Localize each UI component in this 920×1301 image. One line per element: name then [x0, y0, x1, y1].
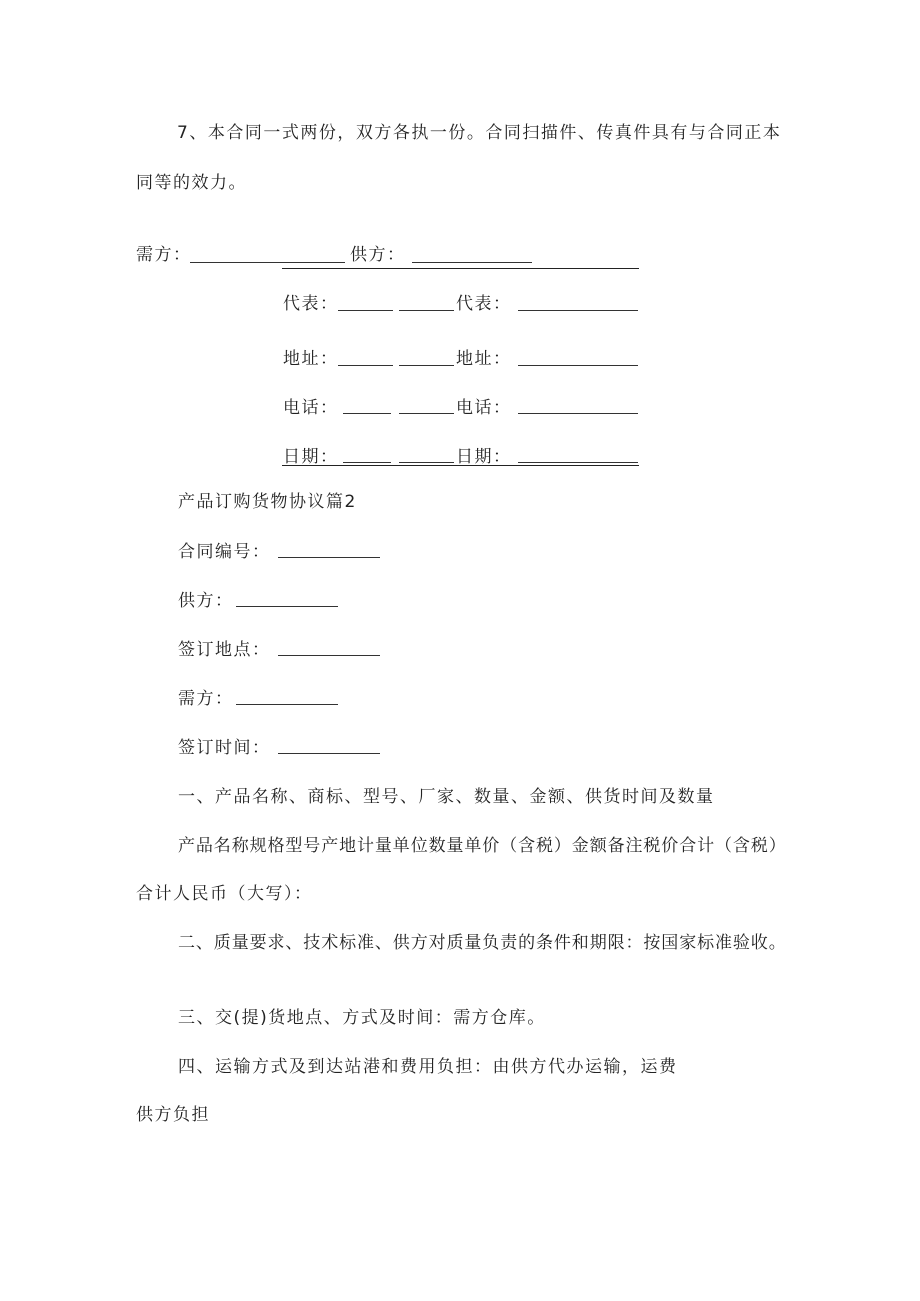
address-blank-left-1 [338, 365, 393, 366]
part-2-buyer-blank [236, 704, 338, 705]
date-blank-right [518, 462, 638, 463]
section-1-heading: 一、产品名称、商标、型号、厂家、数量、金额、供货时间及数量 [178, 787, 715, 807]
buyer-name-blank [190, 262, 345, 263]
representative-label-left: 代表： [283, 294, 339, 314]
contract-number-blank [278, 557, 380, 558]
section-2: 二、质量要求、技术标准、供方对质量负责的条件和期限：按国家标准验收。 [178, 933, 787, 953]
representative-blank-left-1 [338, 310, 393, 311]
section-3: 三、交(提)货地点、方式及时间：需方仓库。 [178, 1008, 546, 1028]
phone-blank-right [518, 413, 638, 414]
clause-7-line-2: 同等的效力。 [136, 173, 247, 193]
part-2-heading: 产品订购货物协议篇2 [178, 492, 357, 512]
date-label-left: 日期： [283, 447, 339, 467]
signature-top-rule [282, 268, 639, 269]
signing-time-blank [278, 753, 380, 754]
date-blank-left-2 [399, 462, 454, 463]
representative-label-right: 代表： [456, 294, 512, 314]
section-1-total: 合计人民币（大写）： [136, 884, 313, 904]
part-2-seller-label: 供方： [178, 591, 234, 611]
date-label-right: 日期： [456, 447, 512, 467]
date-blank-left-1 [343, 462, 391, 463]
signature-bottom-rule [282, 465, 639, 466]
signing-time-label: 签订时间： [178, 738, 271, 758]
representative-blank-right [518, 310, 638, 311]
phone-label-right: 电话： [456, 398, 512, 418]
signing-place-blank [278, 655, 380, 656]
address-label-left: 地址： [283, 349, 339, 369]
address-blank-right [518, 365, 638, 366]
part-2-buyer-label: 需方： [178, 689, 234, 709]
buyer-label: 需方： [136, 245, 192, 265]
phone-blank-left-1 [343, 413, 391, 414]
signing-place-label: 签订地点： [178, 640, 271, 660]
phone-blank-left-2 [399, 413, 454, 414]
address-blank-left-2 [399, 365, 454, 366]
representative-blank-left-2 [399, 310, 454, 311]
part-2-seller-blank [236, 606, 338, 607]
seller-name-blank [412, 262, 532, 263]
section-1-table-header: 产品名称规格型号产地计量单位数量单价（含税）金额备注税价合计（含税） [178, 836, 787, 856]
clause-7-line-1: 7、本合同一式两份，双方各执一份。合同扫描件、传真件具有与合同正本 [177, 123, 782, 143]
phone-label-left: 电话： [283, 398, 339, 418]
address-label-right: 地址： [456, 349, 512, 369]
section-4-line-2: 供方负担 [136, 1105, 210, 1125]
seller-label: 供方： [350, 245, 406, 265]
section-4-line-1: 四、运输方式及到达站港和费用负担：由供方代办运输，运费 [178, 1057, 678, 1077]
contract-number-label: 合同编号： [178, 542, 271, 562]
